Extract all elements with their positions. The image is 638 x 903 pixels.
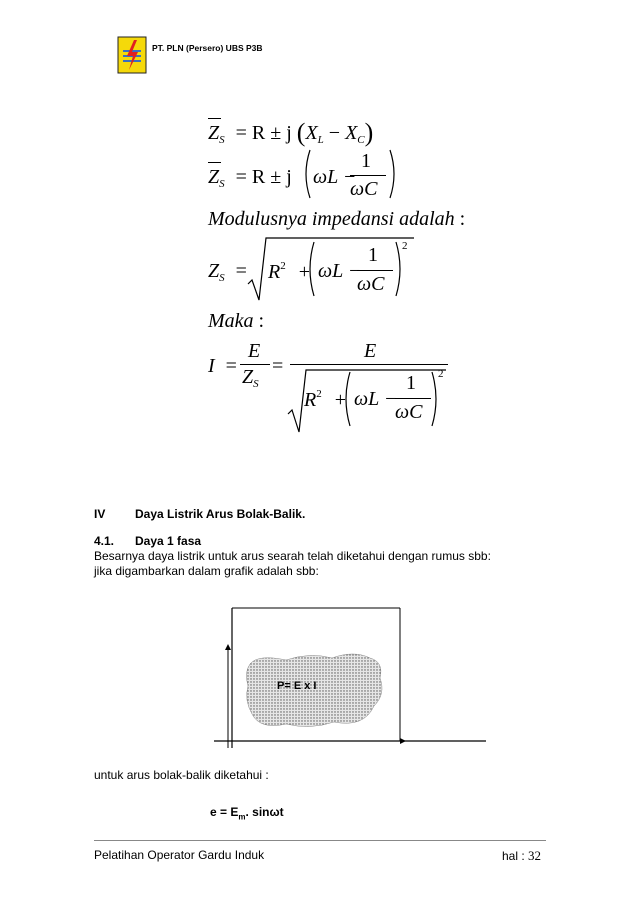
paragraph-3: untuk arus bolak-balik diketahui : xyxy=(94,768,269,782)
omega-l-term: ωL − xyxy=(354,388,398,410)
graph-label: P= E x I xyxy=(277,680,317,692)
fraction-bar xyxy=(290,364,448,365)
fraction-bar xyxy=(395,398,431,399)
y-axis-arrow xyxy=(225,644,231,650)
fraction-numerator-e: E xyxy=(364,340,377,362)
r-squared-term: $R^2$ + xyxy=(268,260,310,283)
subsection-number: 4.1. xyxy=(94,534,115,548)
paren-open xyxy=(304,240,316,298)
section-number: IV xyxy=(94,507,106,521)
equation-ac-voltage: $e = E_m$. sinωt xyxy=(210,805,284,822)
fraction-denominator: ωC xyxy=(357,273,385,295)
equation-impedance-1: $Z_S = R \pm j$ $(X_L - X_C)$ xyxy=(208,118,374,147)
fraction-denominator: ωC xyxy=(395,401,423,423)
exponent-two: 2 xyxy=(438,368,444,380)
paren-open xyxy=(300,148,312,200)
fraction-denominator: ωC xyxy=(350,178,378,200)
r-squared-term: $R^2$ + xyxy=(304,388,346,411)
fraction-bar xyxy=(357,270,393,271)
footer-title: Pelatihan Operator Gardu Induk xyxy=(94,848,265,862)
omega-l-term: ωL − xyxy=(318,260,362,282)
fraction-numerator: 1 xyxy=(406,372,416,394)
fraction-denominator-zs: $Z_S$ xyxy=(242,366,259,390)
fraction-numerator: 1 xyxy=(361,150,371,172)
section-title: Daya Listrik Arus Bolak-Balik. xyxy=(135,507,306,521)
page-number: hal : 32 xyxy=(502,848,542,863)
exponent-two: 2 xyxy=(402,240,408,252)
modulus-label: Modulusnya impedansi adalah : xyxy=(208,208,466,230)
equation-modulus: $Z_S$ = xyxy=(208,260,247,284)
equals-sign: = xyxy=(272,355,284,377)
paren-close xyxy=(388,148,400,200)
fraction-bar xyxy=(240,364,270,365)
current-label: I = xyxy=(208,355,237,377)
pln-logo-icon xyxy=(117,36,147,74)
footer-divider xyxy=(94,840,546,841)
paragraph-1: Besarnya daya listrik untuk arus searah telah diketahui dengan rumus sbb: xyxy=(94,549,491,563)
power-graph xyxy=(214,606,488,752)
fraction-numerator-e: E xyxy=(248,340,261,362)
subsection-title: Daya 1 fasa xyxy=(135,534,202,548)
fraction-bar xyxy=(350,175,386,176)
paragraph-2: jika digambarkan dalam grafik adalah sbb: xyxy=(94,564,319,578)
maka-label: Maka : xyxy=(208,310,265,332)
company-name: PT. PLN (Persero) UBS P3B xyxy=(152,43,263,53)
fraction-numerator: 1 xyxy=(368,244,378,266)
paren-open xyxy=(340,370,352,428)
x-axis-arrow xyxy=(400,738,406,744)
omega-l-term: ωL − xyxy=(313,166,357,188)
equation-impedance-2: $Z_S = R \pm j$ xyxy=(208,166,292,190)
